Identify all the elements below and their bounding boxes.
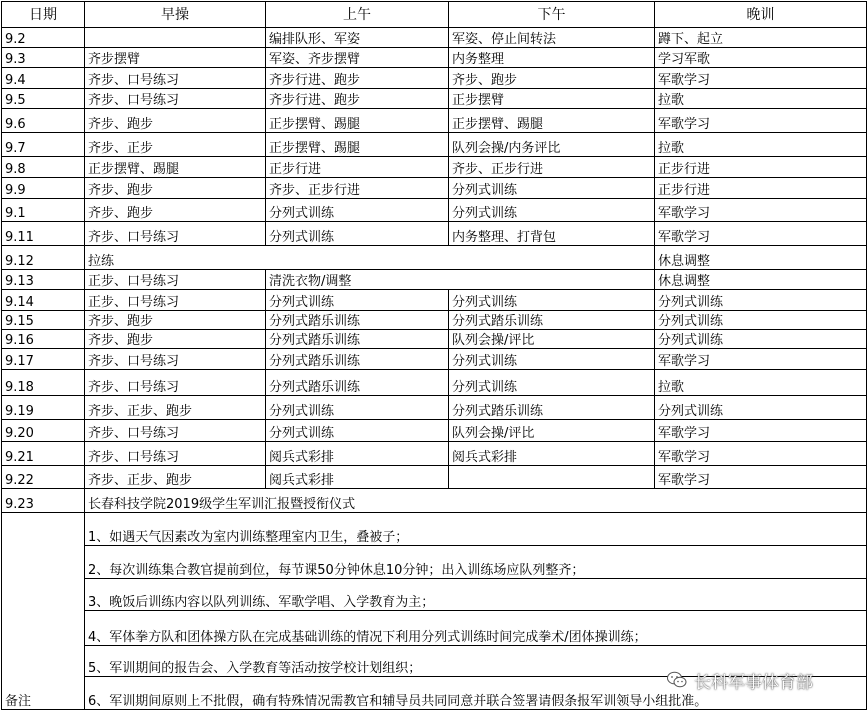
afternoon-cell: 分列式训练 — [449, 199, 655, 222]
evening-cell: 军歌学习 — [655, 222, 867, 246]
date-cell: 9.6 — [2, 109, 85, 133]
date-cell: 9.9 — [2, 178, 85, 199]
date-cell: 9.20 — [2, 420, 85, 442]
evening-cell: 拉歌 — [655, 89, 867, 109]
table-row — [2, 199, 867, 222]
wechat-icon — [666, 670, 688, 690]
notes-row — [2, 579, 867, 611]
morning-cell: 正步摆臂、踢腿 — [266, 109, 449, 133]
afternoon-cell: 正步摆臂 — [449, 89, 655, 109]
evening-cell: 分列式训练 — [655, 290, 867, 311]
table-row — [2, 466, 867, 489]
morning-cell: 分列式训练 — [266, 420, 449, 442]
table-row — [2, 420, 867, 442]
early-cell: 齐步、跑步 — [85, 311, 266, 330]
early-cell: 正步、口号练习 — [85, 290, 266, 311]
early-cell: 齐步、口号练习 — [85, 68, 266, 89]
date-cell: 9.17 — [2, 349, 85, 370]
watermark-text: 长科军事体育部 — [694, 672, 813, 693]
morning-cell: 正步摆臂、踢腿 — [266, 133, 449, 157]
early-cell: 齐步、跑步 — [85, 109, 266, 133]
evening-cell: 军歌学习 — [655, 199, 867, 222]
table-row — [2, 157, 867, 178]
evening-cell: 分列式训练 — [655, 396, 867, 420]
afternoon-cell: 分列式训练 — [449, 370, 655, 396]
morning-cell: 分列式训练 — [266, 396, 449, 420]
date-cell: 9.16 — [2, 330, 85, 349]
note-item: 3、晚饭后训练内容以队列训练、军歌学唱、入学教育为主； — [85, 579, 867, 611]
training-schedule-table — [1, 1, 867, 710]
evening-cell: 正步行进 — [655, 178, 867, 199]
note-item: 5、军训期间的报告会、入学教育等活动按学校计划组织； — [85, 646, 867, 677]
afternoon-cell — [449, 466, 655, 489]
table-row — [2, 311, 867, 330]
evening-cell: 休息调整 — [655, 270, 867, 290]
header-row — [2, 2, 867, 28]
date-cell: 9.23 — [2, 489, 85, 513]
date-cell: 9.3 — [2, 48, 85, 68]
table-row — [2, 290, 867, 311]
afternoon-cell: 队列会操/内务评比 — [449, 133, 655, 157]
header-evening: 晚训 — [655, 2, 867, 28]
notes-label: 备注 — [2, 513, 85, 710]
early-cell: 齐步、口号练习 — [85, 349, 266, 370]
morning-cell: 分列式踏乐训练 — [266, 349, 449, 370]
notes-row — [2, 611, 867, 646]
evening-cell: 军歌学习 — [655, 109, 867, 133]
afternoon-cell: 分列式训练 — [449, 290, 655, 311]
table-row — [2, 349, 867, 370]
early-cell: 正步摆臂、踢腿 — [85, 157, 266, 178]
early-cell: 齐步、正步 — [85, 133, 266, 157]
morning-cell: 齐步行进、跑步 — [266, 89, 449, 109]
table-row — [2, 178, 867, 199]
evening-cell: 分列式训练 — [655, 311, 867, 330]
morning-cell: 分列式踏乐训练 — [266, 330, 449, 349]
date-cell: 9.11 — [2, 222, 85, 246]
table-row — [2, 270, 867, 290]
header-afternoon: 下午 — [449, 2, 655, 28]
date-cell: 9.7 — [2, 133, 85, 157]
early-cell: 齐步、口号练习 — [85, 420, 266, 442]
header-date: 日期 — [2, 2, 85, 28]
morning-cell: 齐步、正步行进 — [266, 178, 449, 199]
evening-cell: 军歌学习 — [655, 420, 867, 442]
date-cell: 9.5 — [2, 89, 85, 109]
date-cell: 9.18 — [2, 370, 85, 396]
afternoon-cell: 齐步、跑步 — [449, 68, 655, 89]
evening-cell: 学习军歌 — [655, 48, 867, 68]
table-row — [2, 28, 867, 48]
note-item: 2、每次训练集合教官提前到位，每节课50分钟休息10分钟；出入训练场应队列整齐； — [85, 546, 867, 579]
afternoon-cell: 分列式踏乐训练 — [449, 311, 655, 330]
morning-cell: 阅兵式彩排 — [266, 466, 449, 489]
evening-cell: 军歌学习 — [655, 466, 867, 489]
table-row — [2, 68, 867, 89]
date-cell: 9.13 — [2, 270, 85, 290]
date-cell: 9.21 — [2, 442, 85, 466]
early-cell — [85, 28, 266, 48]
early-cell: 齐步、正步、跑步 — [85, 396, 266, 420]
morning-cell: 阅兵式彩排 — [266, 442, 449, 466]
date-cell: 9.8 — [2, 157, 85, 178]
table-row — [2, 370, 867, 396]
note-item: 6、军训期间原则上不批假，确有特殊情况需教官和辅导员共同同意并联合签署请假条报军训领导小组批准。 — [85, 677, 867, 710]
afternoon-cell: 齐步、正步行进 — [449, 157, 655, 178]
afternoon-cell: 队列会操/评比 — [449, 330, 655, 349]
table-row — [2, 442, 867, 466]
morning-cell: 分列式踏乐训练 — [266, 311, 449, 330]
afternoon-cell: 分列式训练 — [449, 178, 655, 199]
early-cell: 齐步、正步、跑步 — [85, 466, 266, 489]
header-early: 早操 — [85, 2, 266, 28]
date-cell: 9.22 — [2, 466, 85, 489]
morning-cell: 分列式踏乐训练 — [266, 370, 449, 396]
afternoon-cell: 分列式踏乐训练 — [449, 396, 655, 420]
early-cell: 齐步、跑步 — [85, 178, 266, 199]
morning-cell: 齐步行进、跑步 — [266, 68, 449, 89]
date-cell: 9.14 — [2, 290, 85, 311]
evening-cell: 蹲下、起立 — [655, 28, 867, 48]
evening-cell: 拉歌 — [655, 133, 867, 157]
merged-activity-cell: 拉练 — [85, 246, 655, 270]
early-cell: 齐步、跑步 — [85, 199, 266, 222]
table-row — [2, 396, 867, 420]
watermark — [666, 669, 813, 691]
evening-cell: 正步行进 — [655, 157, 867, 178]
table-row — [2, 89, 867, 109]
evening-cell: 军歌学习 — [655, 349, 867, 370]
table-row — [2, 48, 867, 68]
morning-cell: 分列式训练 — [266, 222, 449, 246]
note-item: 1、如遇天气因素改为室内训练整理室内卫生，叠被子； — [85, 513, 867, 546]
afternoon-cell: 分列式训练 — [449, 349, 655, 370]
early-cell: 齐步、口号练习 — [85, 89, 266, 109]
early-cell: 齐步摆臂 — [85, 48, 266, 68]
early-cell: 齐步、口号练习 — [85, 442, 266, 466]
evening-cell: 拉歌 — [655, 370, 867, 396]
table-row — [2, 222, 867, 246]
afternoon-cell: 内务整理 — [449, 48, 655, 68]
early-cell: 齐步、口号练习 — [85, 370, 266, 396]
morning-cell: 正步行进 — [266, 157, 449, 178]
note-item: 4、军体拳方队和团体操方队在完成基础训练的情况下利用分列式训练时间完成拳术/团体操训练； — [85, 611, 867, 646]
date-cell: 9.15 — [2, 311, 85, 330]
afternoon-cell: 阅兵式彩排 — [449, 442, 655, 466]
evening-cell: 分列式训练 — [655, 330, 867, 349]
table-row — [2, 246, 867, 270]
ceremony-row — [2, 489, 867, 513]
date-cell: 9.1 — [2, 199, 85, 222]
date-cell: 9.19 — [2, 396, 85, 420]
table-row — [2, 330, 867, 349]
table-row — [2, 133, 867, 157]
header-morning: 上午 — [266, 2, 449, 28]
morning-cell: 军姿、齐步摆臂 — [266, 48, 449, 68]
morning-cell: 分列式训练 — [266, 199, 449, 222]
notes-row — [2, 513, 867, 546]
notes-row — [2, 546, 867, 579]
early-cell: 齐步、跑步 — [85, 330, 266, 349]
morning-cell: 分列式训练 — [266, 290, 449, 311]
date-cell: 9.2 — [2, 28, 85, 48]
table-row — [2, 109, 867, 133]
early-cell: 正步、口号练习 — [85, 270, 266, 290]
ceremony-cell: 长春科技学院2019级学生军训汇报暨授衔仪式 — [85, 489, 867, 513]
date-cell: 9.12 — [2, 246, 85, 270]
afternoon-cell: 正步摆臂、踢腿 — [449, 109, 655, 133]
evening-cell: 军歌学习 — [655, 442, 867, 466]
afternoon-cell: 队列会操/评比 — [449, 420, 655, 442]
morning-cell: 编排队形、军姿 — [266, 28, 449, 48]
afternoon-cell: 军姿、停止间转法 — [449, 28, 655, 48]
early-cell: 齐步、口号练习 — [85, 222, 266, 246]
afternoon-cell: 内务整理、打背包 — [449, 222, 655, 246]
merged-activity-cell: 清洗衣物/调整 — [266, 270, 655, 290]
date-cell: 9.4 — [2, 68, 85, 89]
evening-cell: 休息调整 — [655, 246, 867, 270]
schedule-body — [2, 28, 867, 710]
evening-cell: 军歌学习 — [655, 68, 867, 89]
